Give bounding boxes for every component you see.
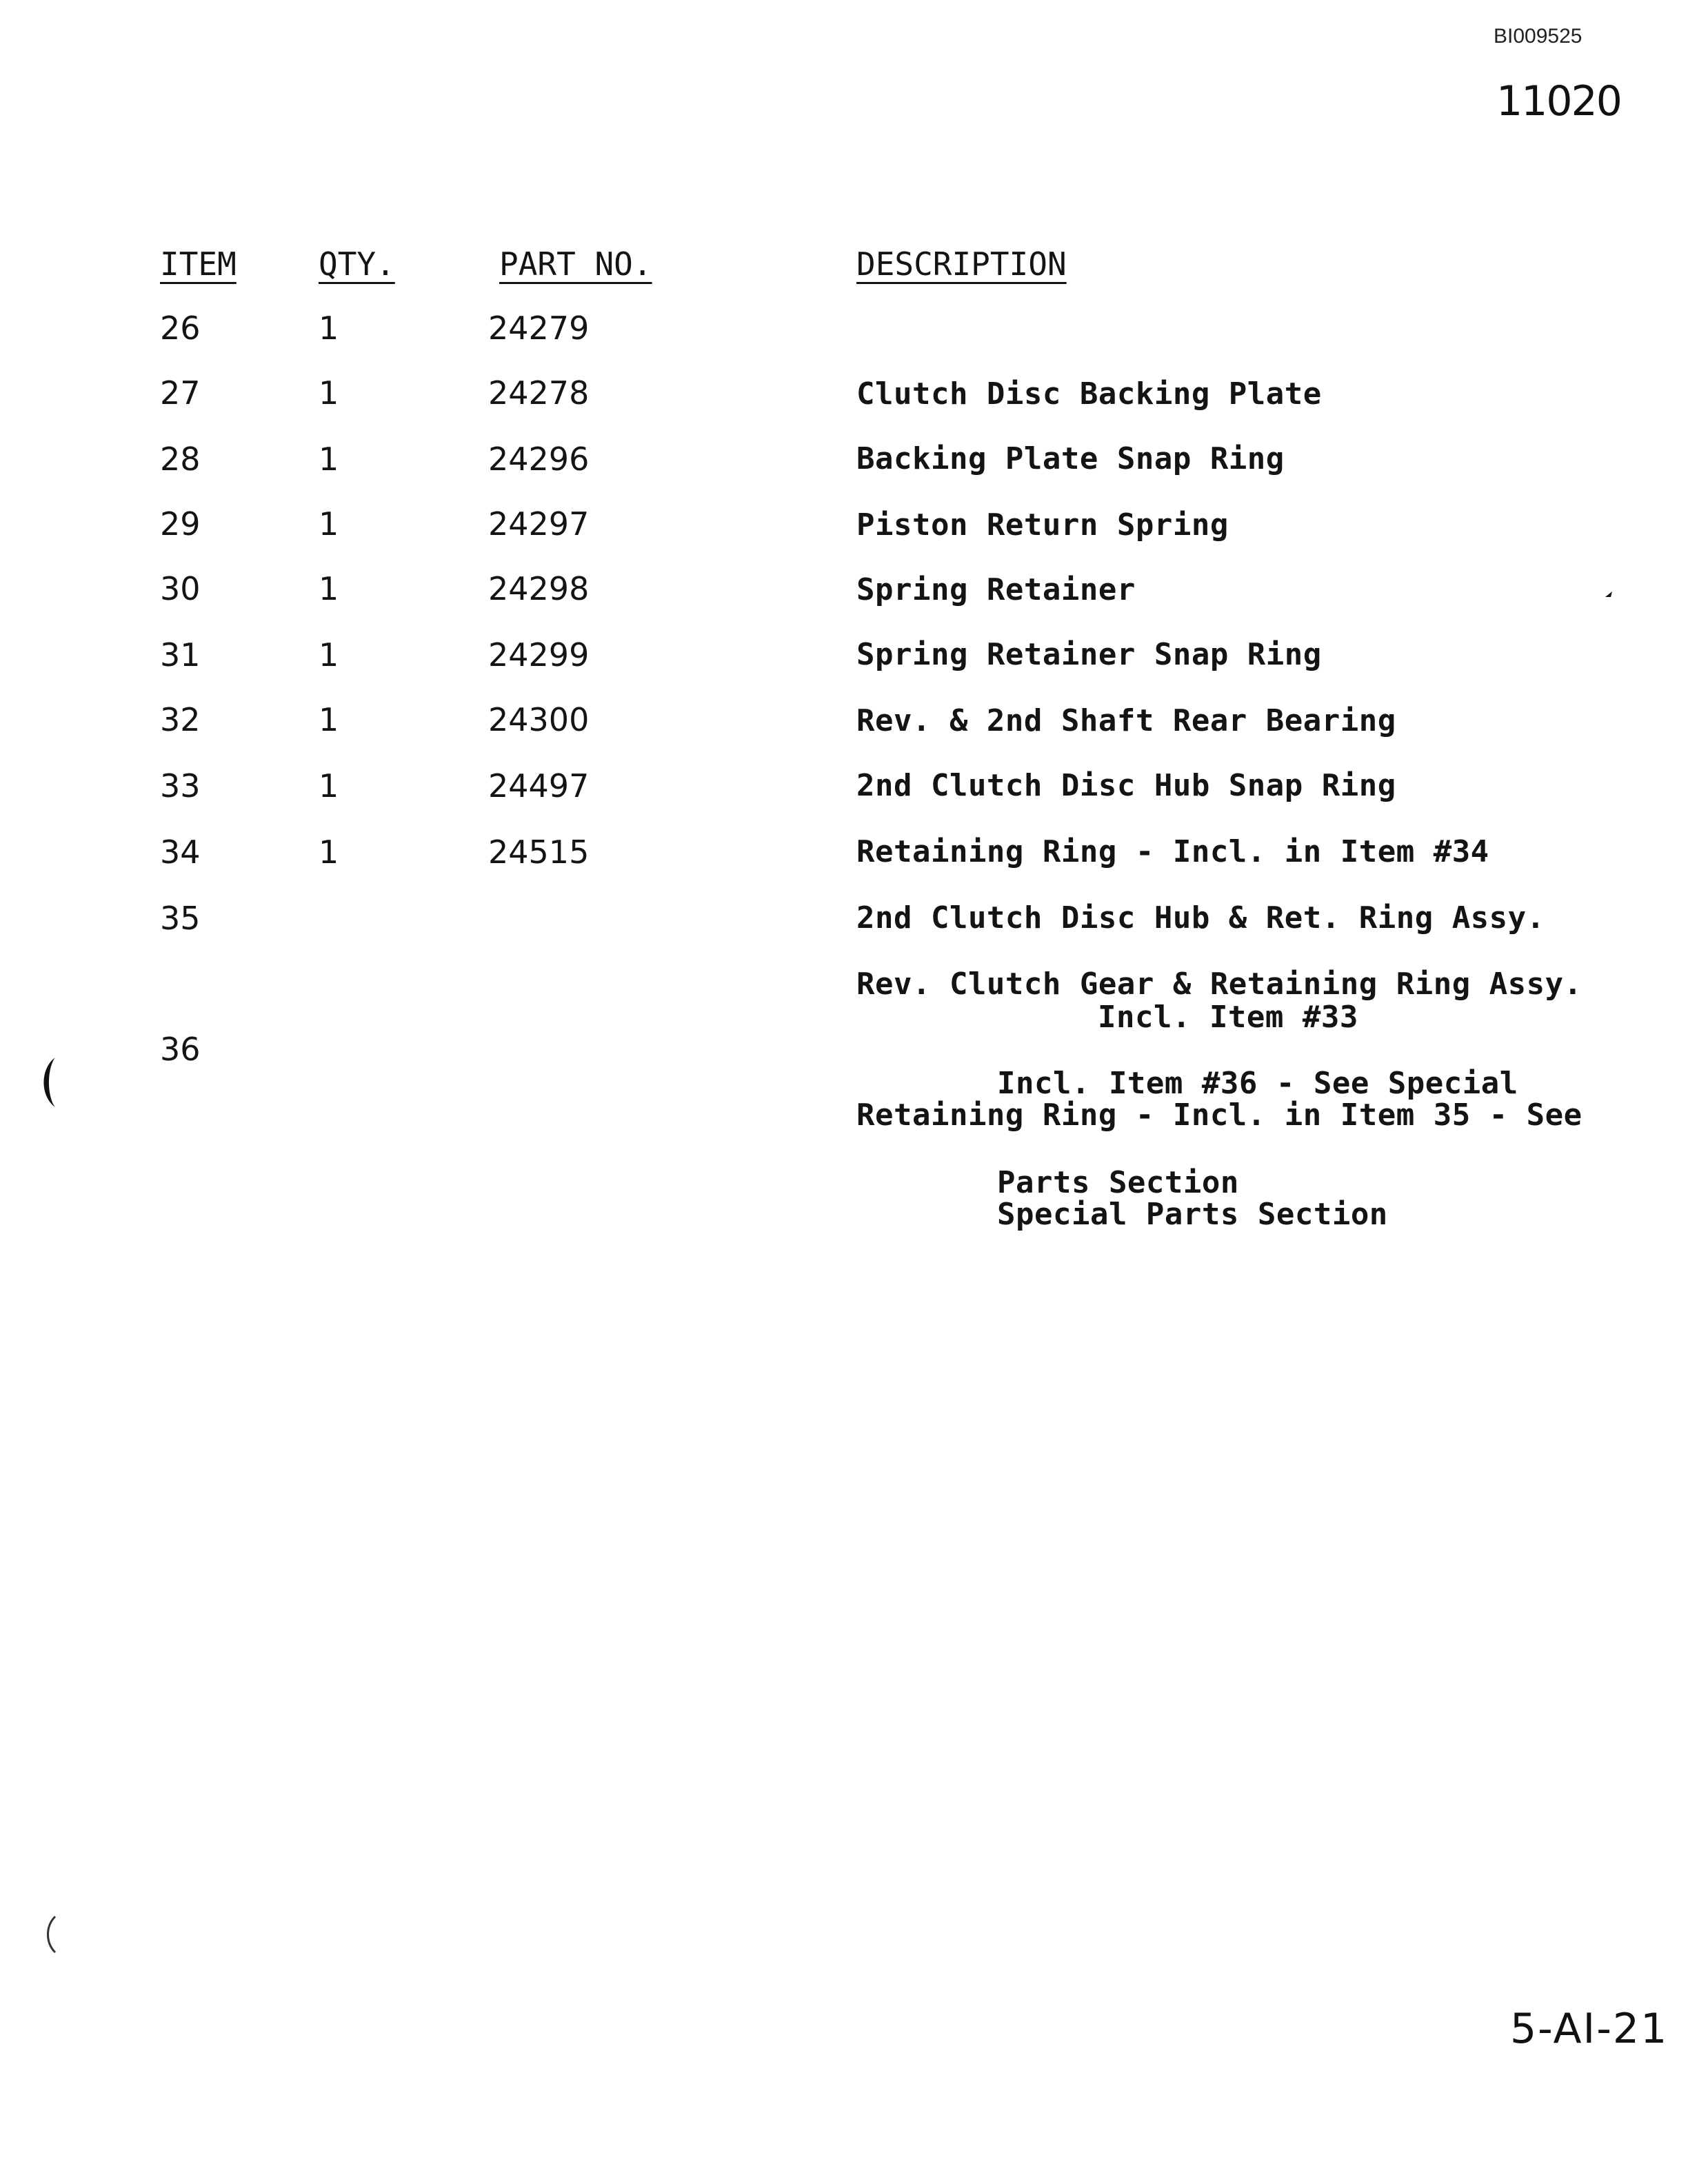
description-line: Piston Return Spring [856,507,1229,543]
page-code: 11020 [1496,77,1621,125]
header-description: DESCRIPTION [856,245,1067,283]
description-line: Clutch Disc Backing Plate [856,376,1322,412]
part-number: 24278 [488,374,590,412]
part-number: 24300 [488,701,590,738]
part-number: 24296 [488,441,590,478]
quantity: 1 [319,505,339,543]
description-line: 2nd Clutch Disc Hub & Ret. Ring Assy. [856,900,1545,936]
description-line: Rev. Clutch Gear & Retaining Ring Assy. [856,967,1582,1002]
document-id: BI009525 [1494,25,1582,48]
binder-hole-mark [33,1055,61,1110]
header-item: ITEM [160,245,237,283]
quantity: 1 [319,374,339,412]
item-number: 26 [160,310,201,347]
binder-hole-mark [40,1914,61,1955]
part-number: 24297 [488,505,590,543]
part-number: 24497 [488,767,590,805]
item-number: 36 [160,1031,201,1068]
description-line: Spring Retainer [856,572,1136,607]
part-number: 24279 [488,310,590,347]
stray-mark [1604,589,1615,600]
quantity: 1 [319,570,339,607]
page-footer: 5-AI-21 [1510,2005,1669,2053]
item-number: 29 [160,505,201,543]
item-number: 33 [160,767,201,805]
description-line: Rev. & 2nd Shaft Rear Bearing [856,703,1396,738]
quantity: 1 [319,833,339,871]
description [856,1033,1582,1297]
item-number: 32 [160,701,201,738]
quantity: 1 [319,310,339,347]
description-line: Special Parts Section [997,1197,1388,1232]
description-line: Backing Plate Snap Ring [856,441,1285,476]
header-qty: QTY. [319,245,395,283]
description-line: 2nd Clutch Disc Hub Snap Ring [856,768,1396,803]
part-number: 24515 [488,833,590,871]
item-number: 34 [160,833,201,871]
item-number: 28 [160,441,201,478]
quantity: 1 [319,441,339,478]
description-line: Spring Retainer Snap Ring [856,637,1322,672]
item-number: 31 [160,636,201,674]
quantity: 1 [319,636,339,674]
description-line: Retaining Ring - Incl. in Item #34 [856,834,1489,869]
quantity: 1 [319,767,339,805]
description-line: Incl. Item #33 [1098,1000,1358,1035]
table-header [0,245,1688,287]
part-number: 24299 [488,636,590,674]
description-line: Incl. Item #36 - See Special [997,1066,1518,1101]
part-number: 24298 [488,570,590,607]
header-part-no: PART NO. [499,245,652,283]
item-number: 30 [160,570,201,607]
quantity: 1 [319,701,339,738]
item-number: 27 [160,374,201,412]
item-number: 35 [160,900,201,937]
description-line: Parts Section [997,1165,1239,1200]
description-line: Retaining Ring - Incl. in Item 35 - See [856,1098,1582,1133]
